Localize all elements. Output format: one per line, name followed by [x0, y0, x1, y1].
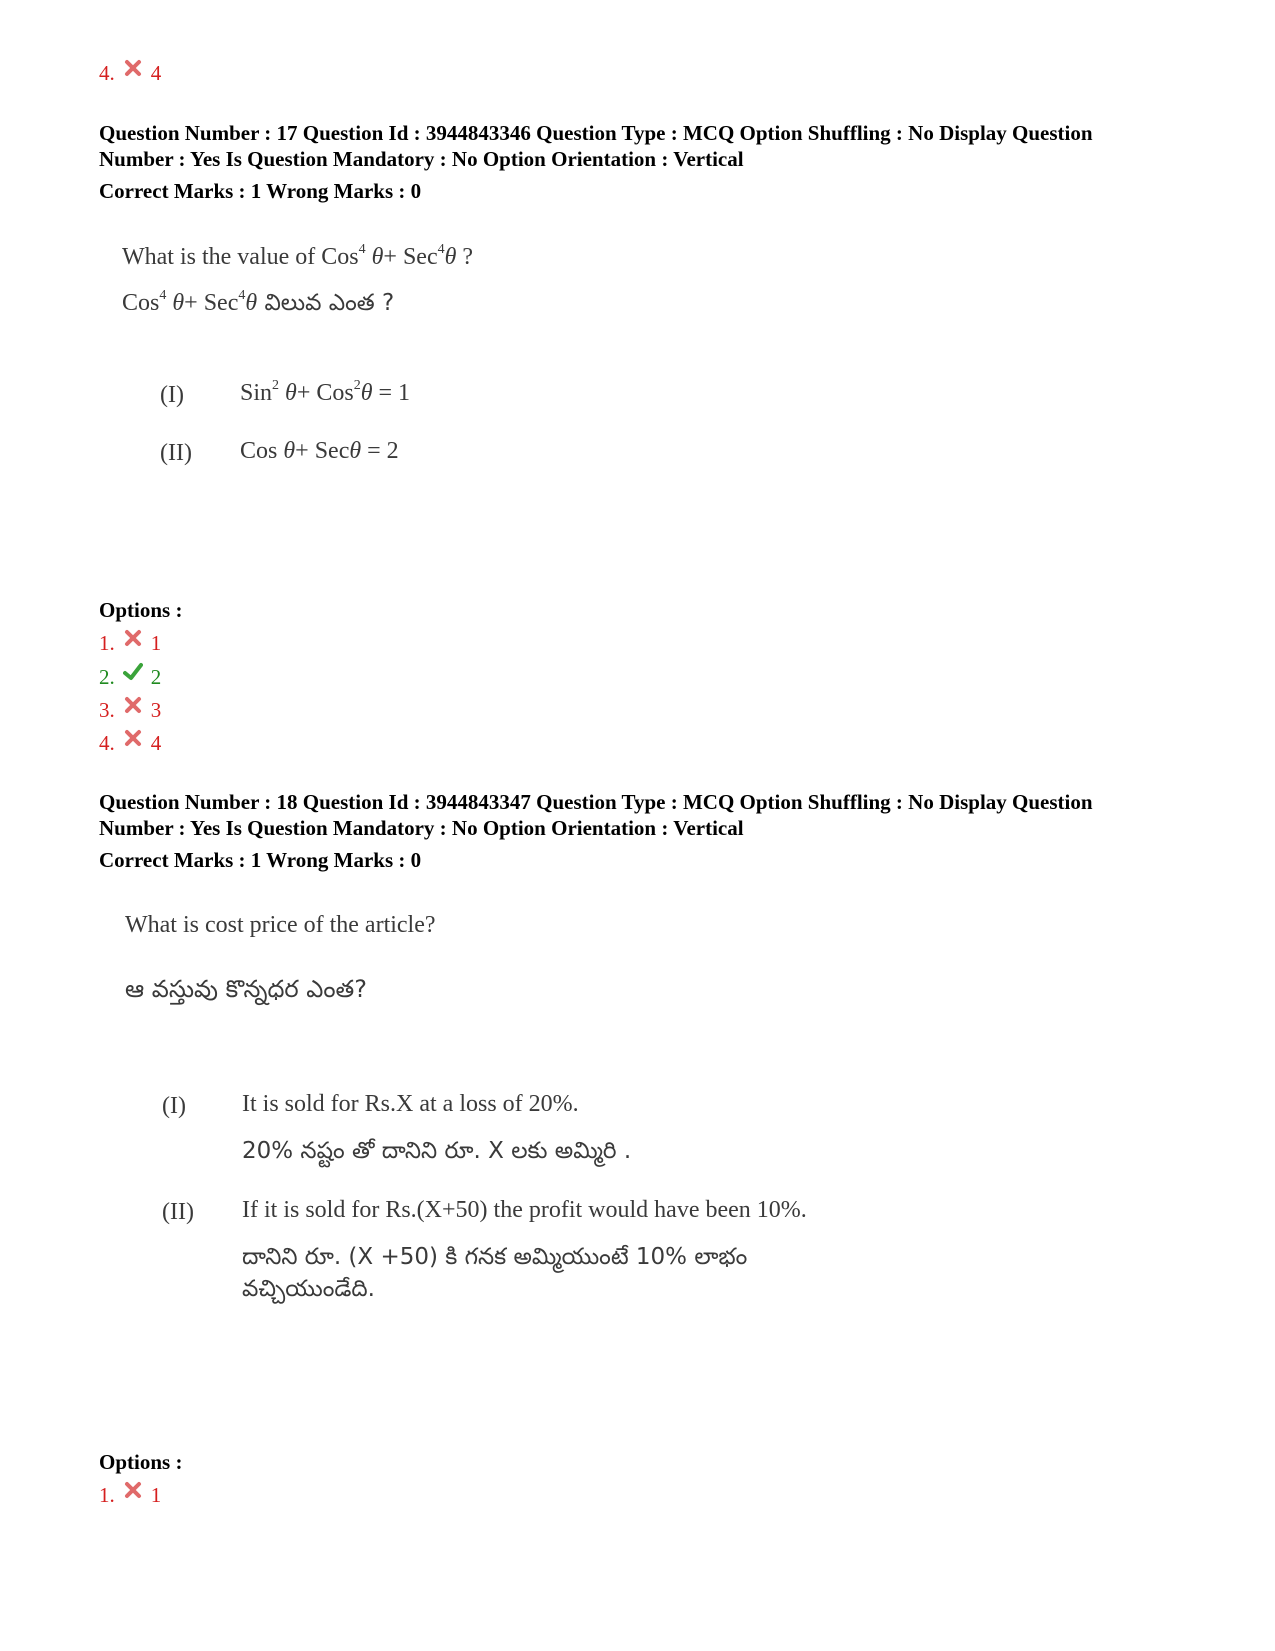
option-number: 4.	[99, 731, 115, 755]
question-18-text-english: What is cost price of the article?	[125, 912, 436, 938]
option-number: 4.	[99, 61, 115, 85]
option-item	[99, 697, 161, 723]
question-18-text-telugu: ఆ వస్తువు కొన్నధర ఎంత?	[125, 975, 367, 1003]
statement-number: (I)	[162, 1093, 186, 1119]
option-number: 3.	[99, 698, 115, 722]
question-17-text-telugu: Cos$^4$ θ+ Sec$^4$θ విలువ ఎంత ?	[122, 288, 395, 316]
statement-text-english: If it is sold for Rs.(X+50) the profit would have been 10%.	[242, 1197, 807, 1223]
option-item	[99, 60, 161, 86]
cross-icon	[123, 58, 143, 78]
cross-icon	[123, 628, 143, 648]
question-marks: Correct Marks : 1 Wrong Marks : 0	[99, 179, 422, 203]
cross-icon	[123, 695, 143, 715]
option-value: 1	[150, 631, 162, 655]
statement-text: Sin$^2$ θ+ Cos$^2$θ = 1	[240, 378, 411, 406]
question-meta-line2: Number : Yes Is Question Mandatory : No Option Orientation : Vertical	[99, 816, 744, 840]
option-value: 4	[150, 731, 162, 755]
statement-number: (II)	[160, 440, 192, 466]
question-meta-line1: Question Number : 18 Question Id : 3944843347 Question Type : MCQ Option Shuffling : No Display Question	[99, 790, 1093, 814]
option-item	[99, 1482, 161, 1508]
statement-text-telugu-line2: వచ్చియుండేది.	[242, 1276, 375, 1302]
statement-number: (I)	[160, 382, 184, 408]
option-value: 1	[150, 1483, 162, 1507]
option-number: 1.	[99, 631, 115, 655]
statement-text-telugu-line1: దానిని రూ. (X +50) కి గనక అమ్మియుంటే 10% లాభం	[242, 1244, 748, 1270]
statement-text-english: It is sold for Rs.X at a loss of 20%.	[242, 1091, 579, 1117]
question-17-text-english: What is the value of Cos$^4$ θ+ Sec$^4$θ ?	[122, 242, 474, 270]
cross-icon	[123, 728, 143, 748]
question-marks: Correct Marks : 1 Wrong Marks : 0	[99, 848, 422, 872]
option-item	[99, 630, 161, 656]
statement-text-telugu: 20% నష్టం తో దానిని రూ. X లకు అమ్మిరి .	[242, 1138, 632, 1164]
option-item	[99, 664, 161, 690]
statement-number: (II)	[162, 1199, 194, 1225]
question-17-header	[99, 120, 1209, 204]
option-item	[99, 730, 161, 756]
check-icon	[123, 662, 143, 682]
option-number: 2.	[99, 665, 115, 689]
option-value: 2	[150, 665, 162, 689]
options-label: Options :	[99, 598, 183, 622]
question-meta-line2: Number : Yes Is Question Mandatory : No Option Orientation : Vertical	[99, 147, 744, 171]
option-number: 1.	[99, 1483, 115, 1507]
statement-text: Cos θ+ Secθ = 2	[240, 438, 399, 464]
option-value: 3	[150, 698, 162, 722]
question-meta-line1: Question Number : 17 Question Id : 3944843346 Question Type : MCQ Option Shuffling : No Display Question	[99, 121, 1093, 145]
option-value: 4	[150, 61, 162, 85]
question-18-header	[99, 789, 1209, 873]
options-label: Options :	[99, 1450, 183, 1474]
cross-icon	[123, 1480, 143, 1500]
